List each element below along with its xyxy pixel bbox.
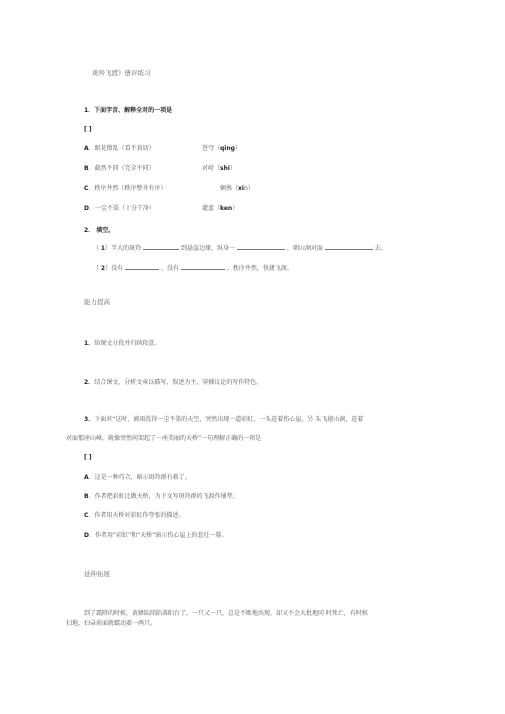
question-3-line-1	[84, 415, 363, 424]
q3-text-line-1: 下面对“这时，被雨洗得一尘不染的天空，突然出现一道彩虹，一头连着伤心崖，另 头飞越山涧，连着	[94, 416, 364, 423]
question-3-bracket: [ ]	[84, 454, 92, 461]
option-text: ．截然不同（完全不同）	[88, 165, 155, 172]
option-text: ．作者把彩虹比做天桥，为下文写斑羚群的飞渡作铺垫。	[88, 493, 239, 500]
option-text: ．这是一种巧合，暗示斑羚群有救了。	[88, 474, 191, 481]
question-2-stem: 2． 填空。	[84, 227, 115, 234]
pinyin: ken	[220, 205, 233, 212]
item-text: 给课文分段并归纳段意。	[94, 340, 161, 347]
pre: 娴熟（	[220, 185, 239, 192]
item-num: 1	[100, 245, 106, 252]
section-ability-heading: 能力提高	[84, 298, 110, 306]
part-4: 去。	[374, 245, 387, 252]
q1-option-d-right	[202, 204, 238, 213]
option-letter: B	[84, 165, 89, 172]
blank[interactable]	[125, 263, 159, 270]
part-2: ，没有	[160, 265, 179, 272]
extend-paragraph-line-2: 扫地，扫帚前面就蠕动着一两只。	[66, 620, 157, 627]
q3-option-c	[84, 511, 184, 520]
post: ）	[232, 205, 239, 212]
option-letter: B	[84, 493, 89, 500]
extend-paragraph-line-1: 到了霜降的时候，黄蜂陆续陷落阳台了，一只又一只，总是不断地出现，却又不会大批地同 时死亡，有时候	[84, 610, 368, 617]
part-3: ，秩序井然，快捷飞渡。	[226, 265, 293, 272]
question-1-stem-text: 1．下面字音、解释全对的一项是	[84, 107, 173, 114]
item-num: 1．	[84, 340, 95, 347]
part-3: ，朝山涧对面	[286, 245, 323, 252]
q1-option-b	[84, 164, 155, 173]
pre: 苍穹（	[202, 145, 221, 152]
q1-option-c	[84, 184, 166, 193]
option-letter: C	[84, 512, 89, 519]
part-1: ）半大的斑羚	[105, 245, 142, 252]
question-1-stem	[84, 106, 172, 115]
post: ）	[234, 145, 241, 152]
q3-option-a	[84, 473, 191, 482]
q1-option-a	[84, 144, 155, 153]
q3-option-b	[84, 492, 239, 501]
part-2: 到悬崖边缘，纵身一	[180, 245, 235, 252]
option-text: ．秩序井然（秩序整齐有序）	[88, 185, 167, 192]
q2-item-1: （ 1）半大的斑羚 到悬崖边缘，纵身一 ，朝山涧对面 去。	[93, 245, 387, 252]
option-letter: A	[84, 145, 89, 152]
question-1-bracket: [ ]	[84, 126, 92, 133]
pre: 灌蓝（	[202, 205, 221, 212]
option-letter: C	[84, 185, 89, 192]
option-text: ．作者用“彩虹”和“天桥”暗示伤心崖上的悲壮一幕。	[88, 532, 228, 539]
pinyin: shi	[220, 165, 230, 172]
option-letter: A	[84, 474, 89, 481]
option-letter: D	[84, 532, 89, 539]
ability-item-1	[84, 339, 160, 348]
q2-item-2: （ 2）没有 ，没有 ，秩序井然，快捷飞渡。	[93, 265, 293, 272]
ability-item-2	[84, 378, 262, 387]
item-text: 结合课文，分析文章以描写，叙述为主，穿插议论的写作特色。	[94, 379, 263, 386]
page-title: 斑羚飞渡》册评练习	[92, 69, 151, 77]
pre: 对峙（	[202, 165, 221, 172]
question-3-line-2: 对面那座山峰，就像突然间架起了一座美丽的天桥”一句理解正确的一项是	[66, 435, 262, 442]
pinyin: xi	[238, 185, 244, 192]
blank[interactable]	[237, 243, 285, 250]
item-num: 3．	[84, 416, 95, 423]
item-num: 2．	[84, 379, 95, 386]
section-extend-heading: 延伸拓展	[84, 570, 110, 578]
q1-option-c-right	[220, 184, 254, 193]
item-num: 2	[100, 265, 106, 272]
blank[interactable]	[181, 263, 225, 270]
part-1: ）没有	[105, 265, 124, 272]
blank[interactable]	[325, 243, 373, 250]
option-text: ．一尘不染（十分干净）	[88, 205, 155, 212]
option-text: ．作者用天桥对彩虹作夸张的描述。	[88, 512, 185, 519]
option-text: ．眼花缭乱（看不真切）	[88, 145, 155, 152]
pinyin: qing	[220, 145, 235, 152]
q1-option-d	[84, 204, 155, 213]
post: n）	[243, 185, 254, 192]
q1-option-a-right	[202, 144, 241, 153]
option-letter: D	[84, 205, 89, 212]
q1-option-b-right	[202, 164, 236, 173]
post: ）	[229, 165, 236, 172]
q3-option-d	[84, 531, 227, 540]
blank[interactable]	[143, 243, 179, 250]
